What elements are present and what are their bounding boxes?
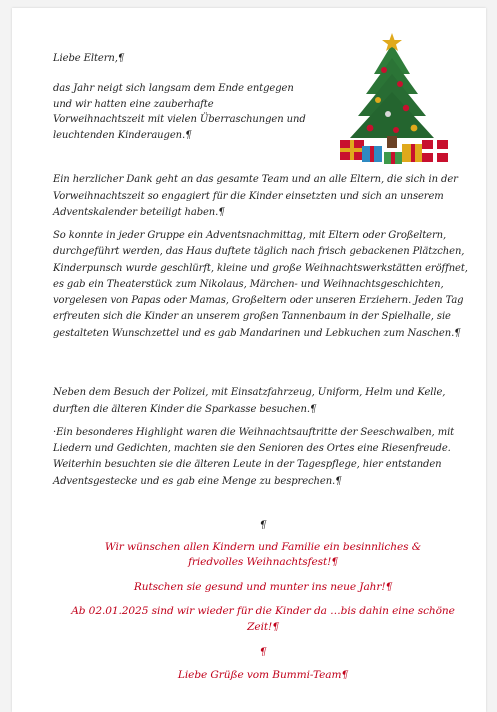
empty-line-2: ¶ <box>259 645 267 658</box>
highlight-paragraph: ·Ein besonderes Highlight waren die Weihnachtsauftritte der Seeschwalben, mit Liedern und Gedichten, machten sie den Senioren des Ortes eine Riesenfreude. Weiterhin besuchten sie die älteren Leute in der Tagespflege, hier entstanden Adventsgestecke und es gab eine Menge zu besprechen.¶ <box>53 427 455 487</box>
police-paragraph: Neben dem Besuch der Polizei, mit Einsatzfahrzeug, Uniform, Helm und Kelle, durften die älteren Kinder die Sparkasse besuchen.¶ <box>53 387 446 415</box>
empty-line-1: ¶ <box>259 519 267 531</box>
greeting: Liebe Eltern,¶ <box>53 53 125 64</box>
intro-paragraph: das Jahr neigt sich langsam dem Ende entgegen und wir hatten eine zauberhafte Vorweihnachtszeit mit vielen Überraschungen und leuchtenden Kinderaugen.¶ <box>53 83 306 141</box>
document-page <box>12 8 486 712</box>
return-date-line: Ab 02.01.2025 sind wir wieder für die Kinder da …bis dahin eine schöne Zeit!¶ <box>71 605 455 633</box>
wish-line: Wir wünschen allen Kindern und Familie ein besinnliches & friedvolles Weihnachtsfest!¶ <box>104 540 422 569</box>
signoff-line: Liebe Grüße vom Bummi-Team¶ <box>177 669 349 682</box>
thanks-paragraph: Ein herzlicher Dank geht an das gesamte Team und an alle Eltern, die sich in der Vorweihnachtszeit so engagiert für die Kinder einsetzten und sich an unserem Adventskalender beteiligt haben.¶ <box>53 174 458 218</box>
closing-block <box>53 518 473 684</box>
new-year-line: Rutschen sie gesund und munter ins neue Jahr!¶ <box>133 580 393 593</box>
activities-paragraph: So konnte in jeder Gruppe ein Adventsnachmittag, mit Eltern oder Großeltern, durchgeführt werden, das Haus duftete täglich nach frisch gebackenen Plätzchen, Kinderpunsch wurde geschlürft, kleine und große Weihnachtswerkstätten eröffnet, es gab ein Theaterstück zum Nikolaus, Märchen- und Weihnachtsgeschichten, vorgelesen von Papas oder Mamas, Großeltern oder unseren Erziehern. Jeden Tag erfreuten sich die Kinder an unserem großen Tannenbaum in der Spielhalle, sie gestalteten Wunschzettel und es gab Mandarinen und Lebkuchen zum Naschen.¶ <box>53 230 468 339</box>
